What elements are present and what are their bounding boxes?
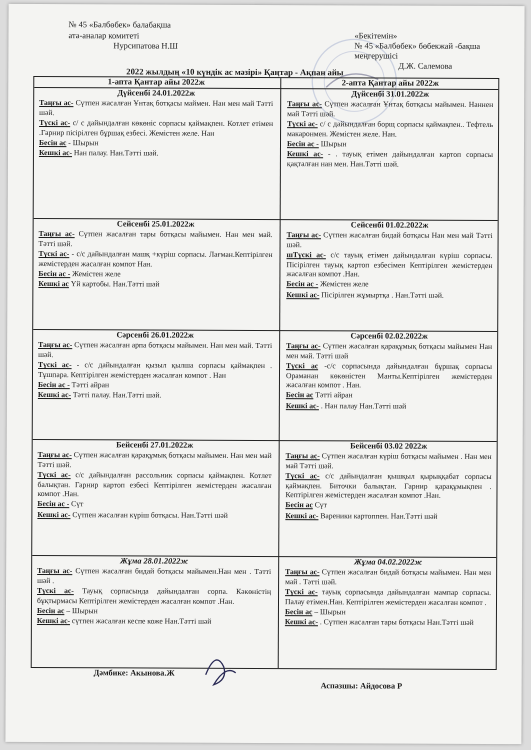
meal-breakfast [38,450,272,470]
meal-label: Бесін ас [36,606,65,616]
meal-text: с/с дайындалған рассольник сорпасы қаймақпен. Котлет балықтан. Гарнир картоп езбесі Кептірілген жемістерден жасалған компот .Нан. [37,470,272,499]
meal-text: Жемістен желе [318,279,369,289]
header-left-signer: Нурсипатова Н.Ш [113,41,179,51]
meal-text: Сүтпен жасалған тары ботқасы майымен. Нан мен май. Тәтті шәй. [38,229,273,248]
meal-label: Түскі ас- [285,471,320,481]
meal-label: Түскі ас- [287,119,318,129]
meal-label: Түскі ас- [37,586,74,596]
meal-label: Кешкі ас- [38,148,73,158]
meal-text: . Нан палау Нан.Тәтті шәй [318,401,407,411]
meal-snack [286,391,492,401]
meal-text: Нан палау. Нан.Тәтті шәй. [72,148,159,158]
meal-snack [285,501,491,511]
meal-dinner [38,279,272,289]
meal-text: Үй картобы. Нан.Тәтті шәй [68,279,160,289]
column-divider [278,78,282,668]
meal-label: Бесін ас [285,500,313,510]
meal-dinner [287,150,493,170]
meal-label: Таңғы ас- [38,340,73,350]
day-title: Сәрсенбі 26.01.2022ж [116,330,194,340]
meal-text: Сүтпен жасалған қарақұмық ботқасы майымен Нан мен май. Тәтті шәй [286,341,493,361]
meal-snack [37,606,271,616]
meal-text: Сүтпен жасалған Ұнтақ ботқасы майымен. Наннен май Тәтті шәй. [287,99,494,119]
meal-label: Таңғы ас- [37,566,73,576]
meal-lunch [285,587,491,607]
week-2-header [284,78,496,89]
meal-text: - с/с дайындалған машқ +күріш сорпасы. Лағман.Кептірілген жемістерден жасалған компот Нан. [38,249,273,269]
meal-text: с/с дайындалған қышқыл қырыққабат сорпасы қаймақпен. Биточки балықтан. Гарнир қарақұмықпен . Кептірілген жемістерден жасалған компот .Нан. [285,471,492,500]
meal-label: Кешкі ас- [286,289,320,300]
meal-snack [39,138,273,148]
day-title: Дүйсенбі 24.01.2022ж [117,88,196,98]
day-title: Бейсенбі 27.01.2022ж [116,440,194,450]
day-title: Бейсенбі 03.02 2022ж [350,441,428,451]
meal-text: с/с тауық етімен дайындалған күріш сорпасы. Пісірілген тауық картоп езбесімен Кептірілген жемістерден жасалған компот .Нан. [286,250,493,279]
meal-lunch [37,470,271,499]
meal-text: Пісірілген жұмыртқа . Нан.Тәтті шәй. [319,290,444,300]
meal-label: Түскі ас- [37,470,71,480]
day-title: Жұма 28.01.2022ж [120,556,189,566]
meal-breakfast [39,98,273,118]
meal-label: Түскі ас- [38,360,72,370]
meal-text: - Шырын [66,138,99,148]
meal-text: с/ с дайындалған көкөніс сорпасы қаймақпен. Котлет етімен .Гарнир пісірілген бұршақ езбесі. Жемістен желе. Нан [39,118,274,138]
meal-label: Бесін ас [285,390,314,400]
header-right-line3: меңгерушісі [354,51,399,61]
meal-text: Тәтті айран [313,390,353,400]
meal-label: Кешкі ас- [284,617,319,627]
day-title: Сәрсенбі 02.02.2022ж [350,331,428,341]
meal-dinner [285,618,491,628]
day-block [283,331,495,411]
meal-text: Сүт [69,499,84,509]
meal-dinner [37,616,271,626]
meal-label: Таңғы ас- [285,567,320,577]
meal-label: Кешкі ас [38,279,69,289]
meal-label: Бесін ас - [286,279,319,289]
day-title: Сейсенбі 01.02.2022ж [350,220,429,230]
meal-breakfast [38,340,272,360]
meal-breakfast [287,230,493,250]
header-left-line1: № 45 «Балбөбек» балабақша [68,20,171,30]
meal-breakfast [285,567,491,587]
meal-snack [287,139,493,149]
document-title: 2022 жылдың «10 күндік ас мәзірі» Қаңтар - Ақпан айы [126,66,344,78]
meal-dinner [285,511,491,521]
meal-text: Сүтпен жасалған бидай ботқасы Нан мен май Тәтті шәй. [286,230,493,249]
meal-label: Түскі ас [286,361,319,371]
meal-label: Таңғы ас- [285,451,320,461]
day-block [34,556,274,627]
meal-text: сүтпен жасалған кеспе коже Нан.Тәтті шәй [69,616,212,627]
meal-lunch [285,471,491,500]
meal-text: тауық сорпасында дайындалған мампар сорпасы. Палау етімен.Нан. Кептірілген жемістерден жасалған компот . [284,587,492,607]
week-title: 2-апта Қантар айы 2022ж [341,78,439,88]
meal-label: Бесін ас - [286,139,319,149]
meal-label: Таңғы ас- [38,229,75,239]
meal-label: Таңғы ас- [39,98,74,108]
meal-dinner [38,390,272,400]
day-block [34,440,274,520]
meal-text: Сүтпен жасалған күріш ботқасы. Нан.Тәтті шәй [70,509,228,520]
meal-text: - с/с дайындалған қызыл қылша сорпасы қаймақпен . Тұшпара. Кептірілген жемістерден жасалған компот . Нан [37,360,273,380]
meal-text: Шырын [318,139,347,149]
meal-snack [37,499,271,509]
meal-label: Бесін ас - [37,499,70,509]
menu-table [31,76,500,670]
meal-text: Сүт [312,500,327,510]
meal-breakfast [286,451,492,471]
meal-dinner [39,148,273,158]
meal-dinner [286,401,492,411]
week-title: 1-апта Қантар айы 2022ж [107,77,205,87]
meal-text: Сүтпен жасалған бидай ботқасы майымен.Нан мен . Тәтті шәй . [37,566,272,585]
meal-text: Сүтпен жасалған қарақұмық ботқасы майымен. Нан мен май Тәтті шәй. [37,450,272,469]
meal-text: Тәтті палау. Нан.Тәтті шәй. [70,390,162,400]
meal-text: Вареники картоппен. Нан.Тәтті шәй [318,511,438,521]
meal-text: -с/с сорпасында дайындалған бұршақ сорпасы Ораманан көкөністен Манты.Кептірілген жемістерден жасалған компот . Нан. [285,361,493,390]
signature-icon [196,645,246,695]
meal-label: Кешкі ас- [286,149,324,159]
meal-label: Бесін ас [38,138,67,148]
meal-breakfast [286,341,492,361]
meal-lunch [286,361,492,390]
day-title: Дүйсенбі 31.01.2022ж [351,89,430,99]
meal-lunch [287,119,493,139]
day-block [36,88,276,159]
footer-nurse: Дәмбике: Акынова.Ж [93,668,175,678]
day-block [283,220,495,300]
meal-text: Жемістен желе [70,269,121,279]
day-block [284,89,496,169]
meal-text: – Шырын [64,606,98,616]
meal-label: Таңғы ас- [286,230,322,240]
menu-document [5,4,524,744]
meal-text: Тәтті айран [69,380,110,390]
day-title: Жұма 04.02.2022ж [354,557,423,567]
meal-snack [38,380,272,390]
meal-label: Түскі ас- [38,249,70,259]
meal-text: с/ с дайындалған борщ сорпасы қаймақпен.. Тефтель макаронмен. Жемістен желе. Нан. [287,119,494,139]
header-right-line1: «Бекітемін» [354,31,398,41]
meal-text: – Шырын [312,607,346,617]
meal-text: - . тауық етімен дайындалған картоп сорпасы қақталған нан мен. Нан.Тәтті шәй. [286,149,493,169]
meal-text: Тауық сорпасында дайындалған сорпа. Кәкөністің бұқтырмасы Кептірілген жемістерден жасалған компот .Нан. [36,586,272,606]
footer-cook: Аспазшы: Айдосова Р [320,681,403,691]
meal-lunch [38,249,272,269]
meal-breakfast [39,229,273,249]
meal-breakfast [287,100,493,120]
day-block [282,557,494,628]
day-block [282,441,494,521]
meal-label: Бесін ас [284,607,313,617]
meal-label: Кешкі ас- [285,400,319,411]
meal-lunch [37,586,271,606]
day-block [35,330,275,401]
meal-label: Бесін ас - [37,380,70,390]
meal-snack [38,269,272,279]
day-title: Сейсенбі 25.01.2022ж [116,219,195,229]
header-right [354,31,480,72]
meal-lunch [286,250,492,279]
meal-label: Кешкі ас- [37,390,72,400]
meal-text: Сүтпен жасалған Ұнтақ ботқасы маймен. Нан мен май Тәтті шәй. [39,98,274,117]
meal-text: Сүтпен жасалған арпа ботқасы майымен. Нан мен май. Тәтті шәй. [38,340,273,359]
meal-label: Кешкі ас- [37,509,71,519]
meal-label: шТүскі ас- [286,250,326,260]
meal-lunch [39,118,273,138]
meal-text: . Сүтпен жасалған тары ботқасы Нан.Тәтті шәй [317,617,474,628]
day-block [35,219,275,290]
meal-snack [286,280,492,290]
header-right-signer: Д.Ж. Салемова [398,61,453,71]
meal-label: Түскі ас- [285,587,318,597]
meal-text: Сүтпен жасалған бидай ботқасы майымен. Нан мен май . Тәтті шәй. [285,567,492,587]
meal-snack [285,607,491,617]
meal-label: Таңғы ас- [287,99,322,109]
meal-label: Таңғы ас- [37,450,72,460]
week-1-header [36,77,276,88]
meal-dinner [37,510,271,520]
meal-label: Бесін ас - [38,269,71,279]
meal-breakfast [37,566,271,586]
meal-label: Кешкі ас- [36,616,71,626]
header-right-line2: № 45 «Балбөбек» бөбекжай -бақша [354,41,481,51]
meal-label: Кешкі ас- [285,510,319,521]
header-left-line2: ата-аналар комитеті [68,30,140,40]
header-left [68,20,178,52]
meal-label: Түскі ас- [39,118,71,128]
meal-lunch [38,360,272,380]
meal-dinner [286,290,492,300]
meal-text: Сүтпен жасалған күріш ботқасы майымен . Нан мен май Тәтті шәй. [285,451,492,471]
meal-label: Таңғы ас- [286,341,321,351]
